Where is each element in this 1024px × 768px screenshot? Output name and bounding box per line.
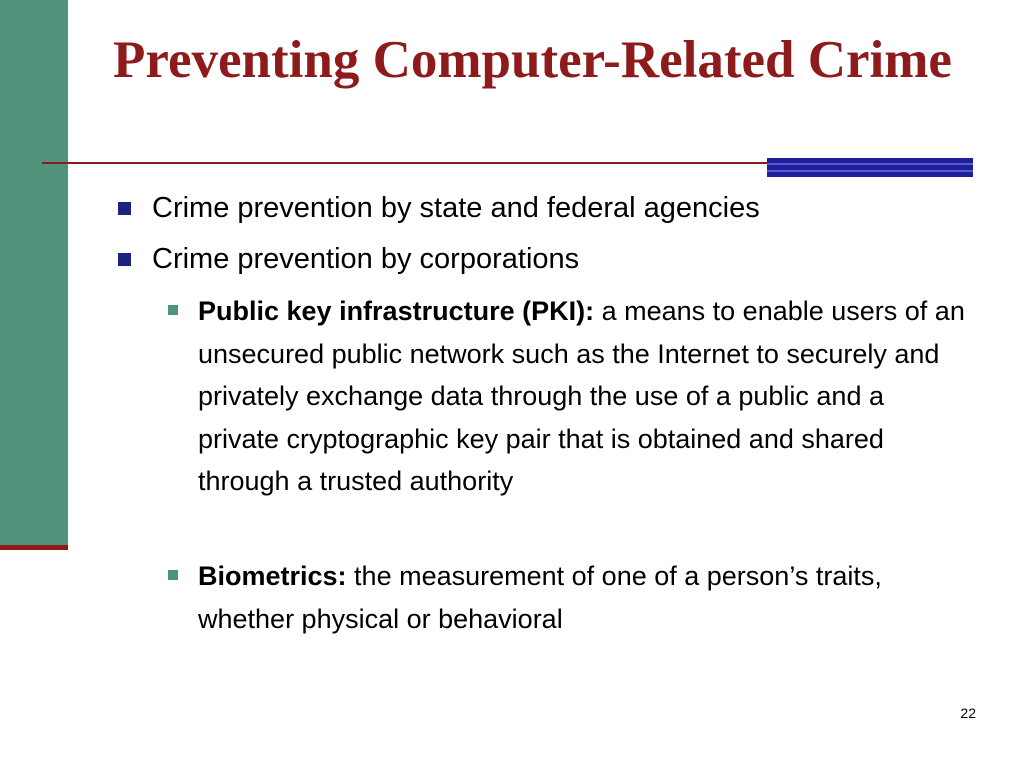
small-square-bullet-icon xyxy=(168,305,178,315)
sub-bullet-text xyxy=(198,290,968,503)
sub-bullet-text xyxy=(198,555,968,640)
square-bullet-icon xyxy=(118,202,131,215)
title-accent-block xyxy=(767,158,973,177)
bullet-text: Crime prevention by corporations xyxy=(152,243,580,275)
square-bullet-icon xyxy=(118,253,131,266)
term-definition: the measurement of one of a person’s traits, whether physical or behavioral xyxy=(198,561,882,634)
left-bar-underline xyxy=(0,545,68,550)
left-decorative-bar xyxy=(0,0,68,546)
page-number: 22 xyxy=(960,705,976,721)
term-definition: a means to enable users of an unsecured public network such as the Internet to securely and privately exchange data through the use of a public and a private cryptographic key pair that is obtained and shared through a trusted authority xyxy=(198,296,965,496)
small-square-bullet-icon xyxy=(168,570,178,580)
bullet-text: Crime prevention by state and federal agencies xyxy=(152,192,760,224)
term-label: Biometrics: xyxy=(198,561,347,591)
slide-title: Preventing Computer-Related Crime xyxy=(113,31,952,89)
term-label: Public key infrastructure (PKI): xyxy=(198,296,595,326)
